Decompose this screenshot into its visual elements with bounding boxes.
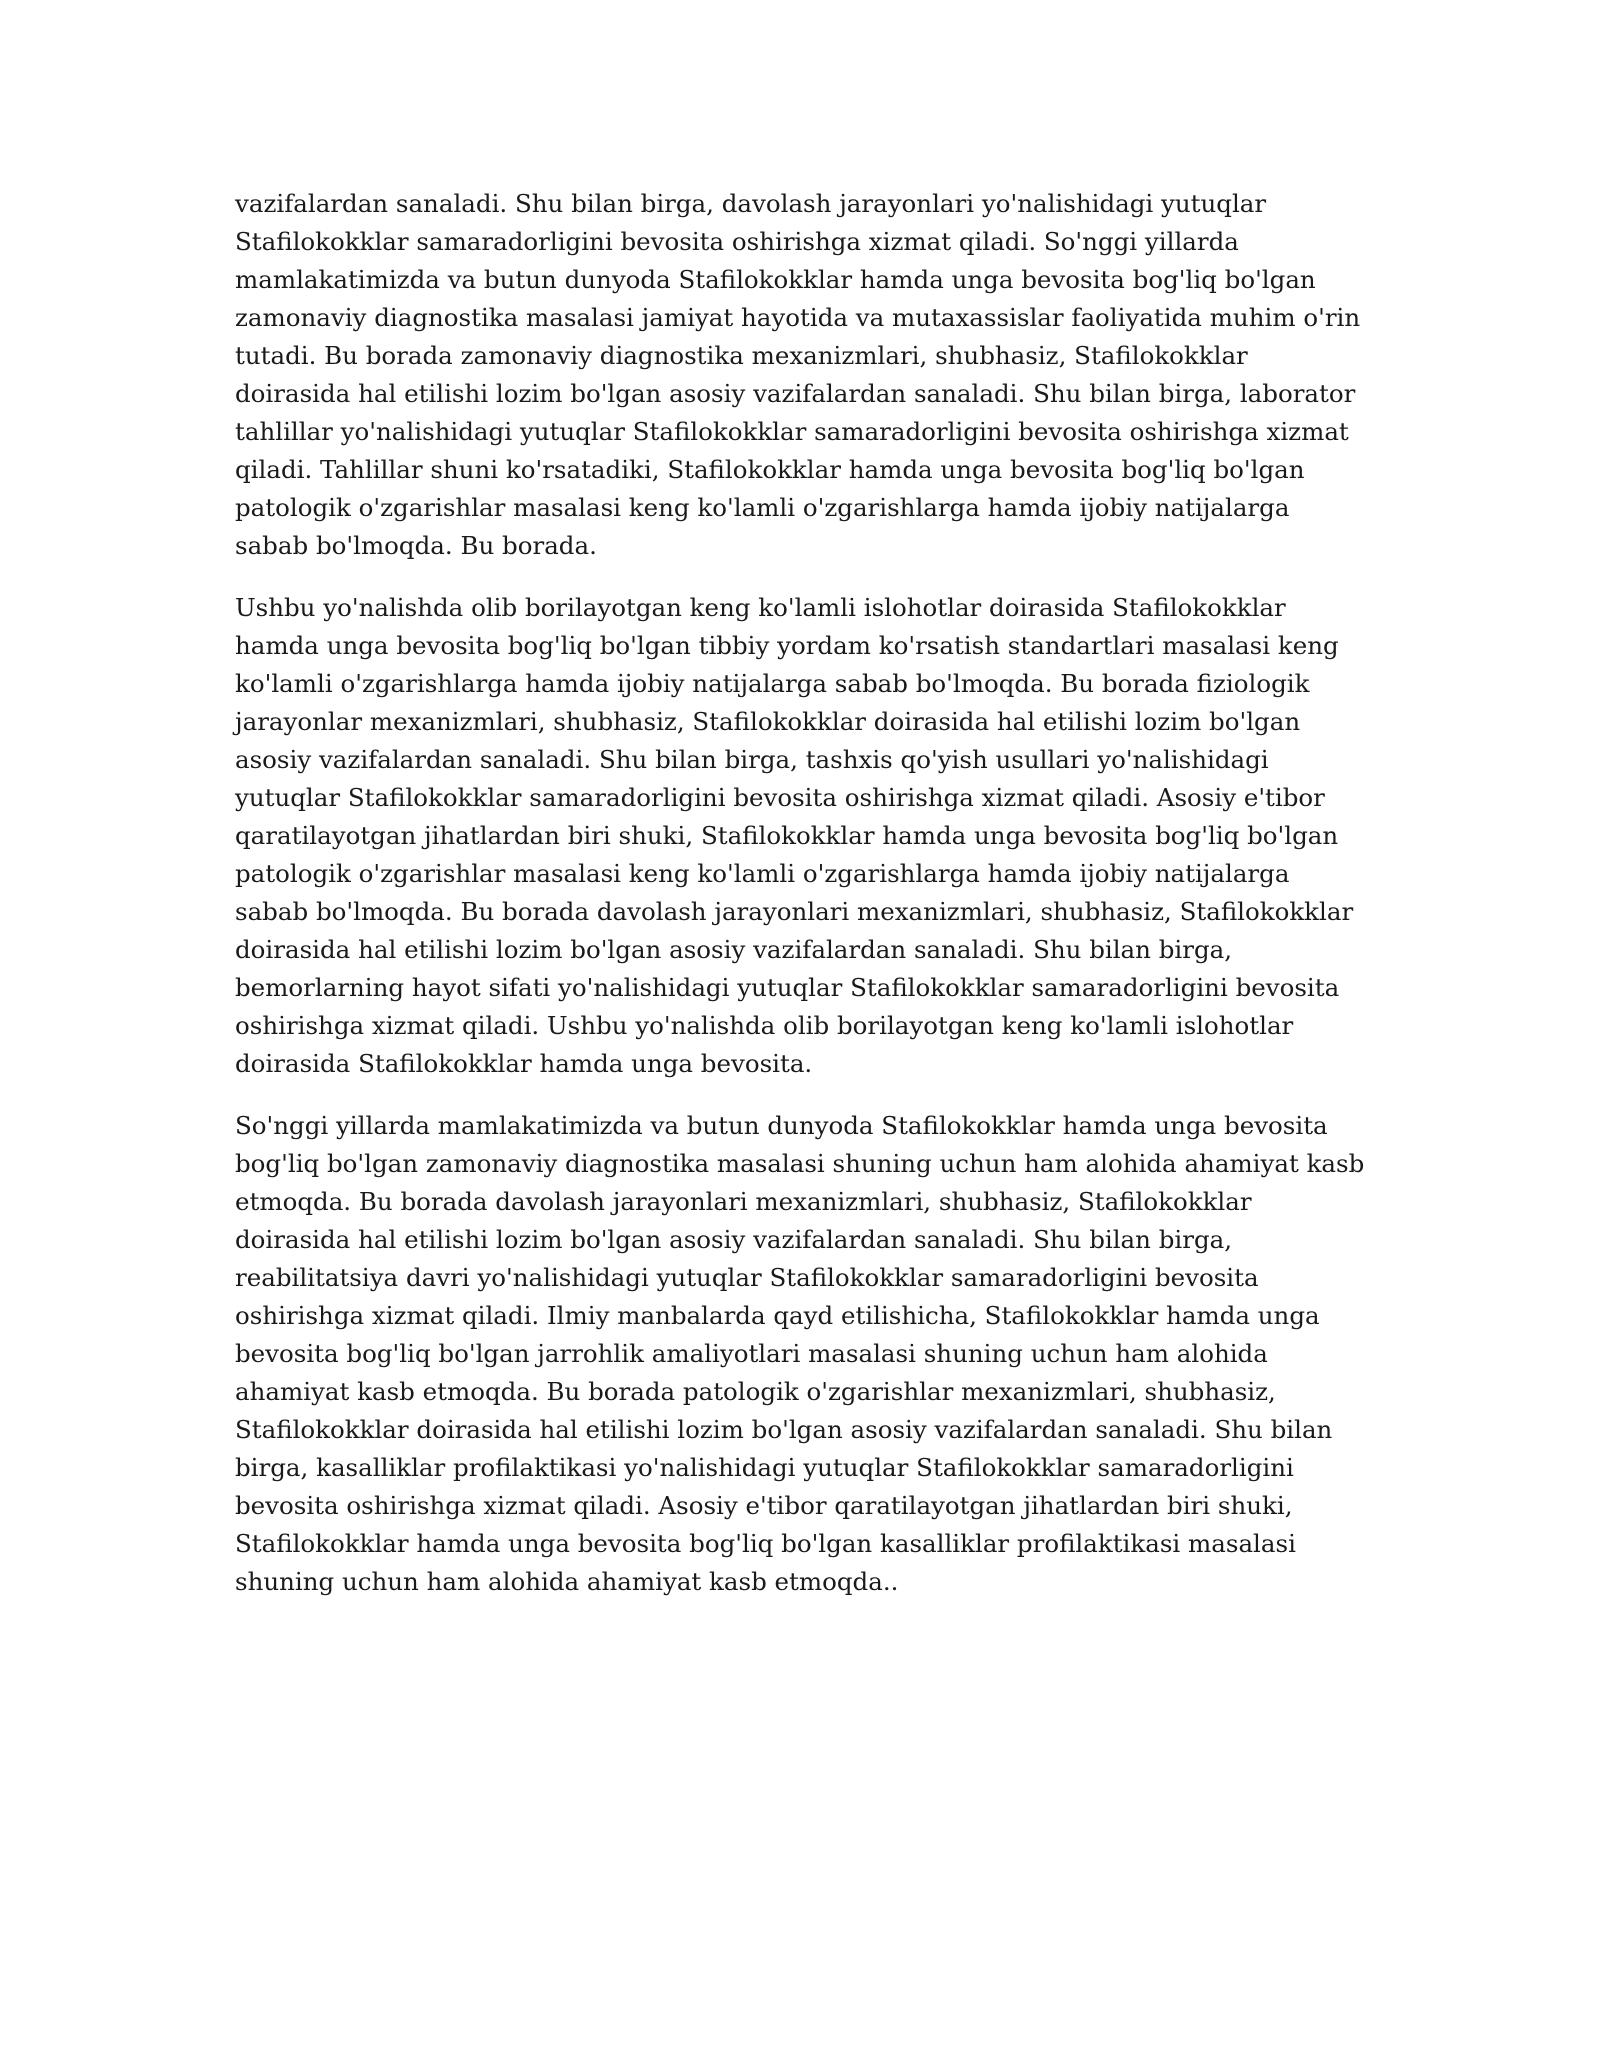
- paragraph-3: So'nggi yillarda mamlakatimizda va butun dunyoda Stafilokokklar hamda unga bevosita bog'liq bo'lgan zamonaviy diagnostika masalasi shuning uchun ham alohida ahamiyat kasb etmoqda. Bu borada davolash jarayonlari mexanizmlari, shubhasiz, Stafilokokklar doirasida hal etilishi lozim bo'lgan asosiy vazifalardan sanaladi. Shu bilan birga, reabilitatsiya davri yo'nalishidagi yutuqlar Stafilokokklar samaradorligini bevosita oshirishga xizmat qiladi. Ilmiy manbalarda qayd etilishicha, Stafilokokklar hamda unga bevosita bog'liq bo'lgan jarrohlik amaliyotlari masalasi shuning uchun ham alohida ahamiyat kasb etmoqda. Bu borada patologik o'zgarishlar mexanizmlari, shubhasiz, Stafilokokklar doirasida hal etilishi lozim bo'lgan asosiy vazifalardan sanaladi. Shu bilan birga, kasalliklar profilaktikasi yo'nalishidagi yutuqlar Stafilokokklar samaradorligini bevosita oshirishga xizmat qiladi. Asosiy e'tibor qaratilayotgan jihatlardan biri shuki, Stafilokokklar hamda unga bevosita bog'liq bo'lgan kasalliklar profilaktikasi masalasi shuning uchun ham alohida ahamiyat kasb etmoqda..: [235, 1111, 1365, 1596]
- paragraph-1: vazifalardan sanaladi. Shu bilan birga, davolash jarayonlari yo'nalishidagi yutuqlar Stafilokokklar samaradorligini bevosita oshirishga xizmat qiladi. So'nggi yillarda mamlakatimizda va butun dunyoda Stafilokokklar hamda unga bevosita bog'liq bo'lgan zamonaviy diagnostika masalasi jamiyat hayotida va mutaxassislar faoliyatida muhim o'rin tutadi. Bu borada zamonaviy diagnostika mexanizmlari, shubhasiz, Stafilokokklar doirasida hal etilishi lozim bo'lgan asosiy vazifalardan sanaladi. Shu bilan birga, laborator tahlillar yo'nalishidagi yutuqlar Stafilokokklar samaradorligini bevosita oshirishga xizmat qiladi. Tahlillar shuni ko'rsatadiki, Stafilokokklar hamda unga bevosita bog'liq bo'lgan patologik o'zgarishlar masalasi keng ko'lamli o'zgarishlarga hamda ijobiy natijalarga sabab bo'lmoqda. Bu borada.: [235, 189, 1361, 560]
- paragraph-2: Ushbu yo'nalishda olib borilayotgan keng ko'lamli islohotlar doirasida Stafilokokklar hamda unga bevosita bog'liq bo'lgan tibbiy yordam ko'rsatish standartlari masalasi keng ko'lamli o'zgarishlarga hamda ijobiy natijalarga sabab bo'lmoqda. Bu borada fiziologik jarayonlar mexanizmlari, shubhasiz, Stafilokokklar doirasida hal etilishi lozim bo'lgan asosiy vazifalardan sanaladi. Shu bilan birga, tashxis qo'yish usullari yo'nalishidagi yutuqlar Stafilokokklar samaradorligini bevosita oshirishga xizmat qiladi. Asosiy e'tibor qaratilayotgan jihatlardan biri shuki, Stafilokokklar hamda unga bevosita bog'liq bo'lgan patologik o'zgarishlar masalasi keng ko'lamli o'zgarishlarga hamda ijobiy natijalarga sabab bo'lmoqda. Bu borada davolash jarayonlari mexanizmlari, shubhasiz, Stafilokokklar doirasida hal etilishi lozim bo'lgan asosiy vazifalardan sanaladi. Shu bilan birga, bemorlarning hayot sifati yo'nalishidagi yutuqlar Stafilokokklar samaradorligini bevosita oshirishga xizmat qiladi. Ushbu yo'nalishda olib borilayotgan keng ko'lamli islohotlar doirasida Stafilokokklar hamda unga bevosita.: [235, 593, 1354, 1078]
- document-body: [235, 185, 1365, 1625]
